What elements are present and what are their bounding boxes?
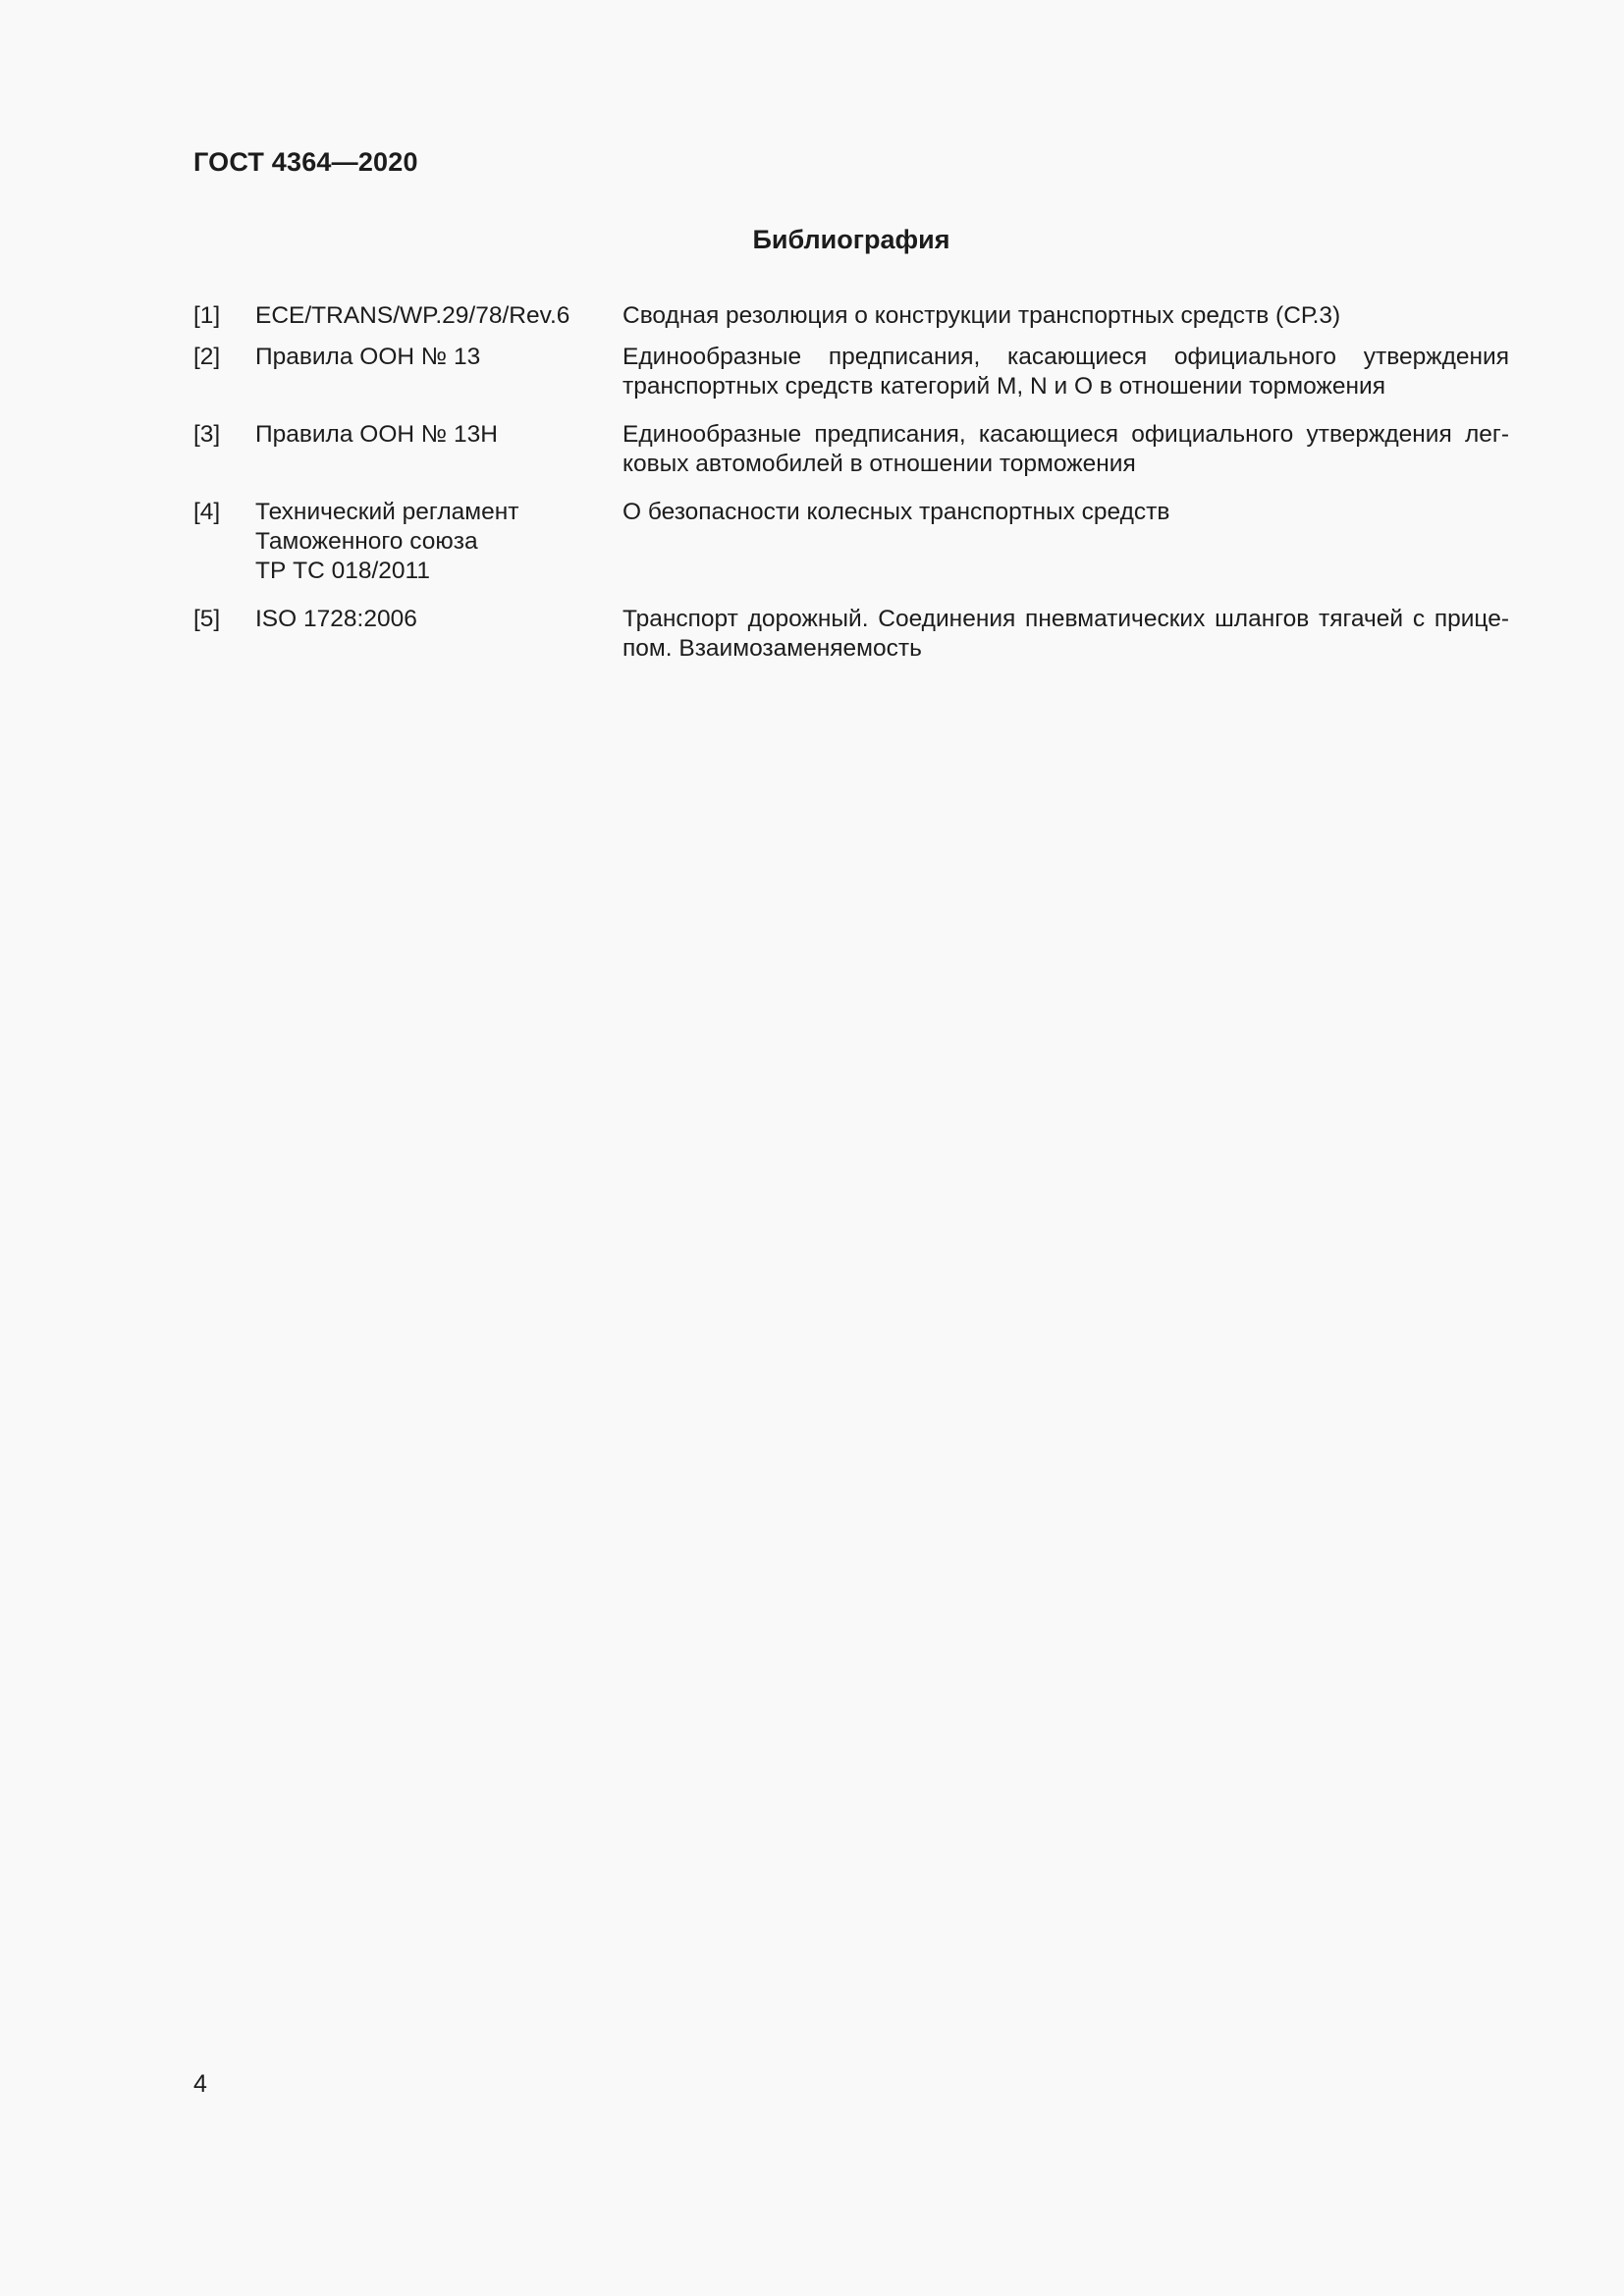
entry-source: ECE/TRANS/WP.29/78/Rev.6 — [255, 302, 570, 329]
entry-title: Единообразные предписания, касающиеся официального утверждения транспортных средств категорий M, N и O в отношении торможения — [623, 344, 1509, 400]
entry-title: Сводная резолюция о конструкции транспортных средств (СР.3) — [623, 302, 1341, 329]
bibliography-entry — [193, 498, 1509, 586]
bibliography-entry — [193, 343, 1509, 401]
entry-number: [2] — [193, 344, 221, 370]
entry-title: Транспорт дорожный. Соединения пневматических шлангов тягачей с прицепом. Взаимозаменяемость — [623, 606, 1509, 662]
document-code: ГОСТ 4364—2020 — [193, 147, 418, 177]
entry-number: [3] — [193, 421, 221, 448]
entry-title: Единообразные предписания, касающиеся официального утверждения легковых автомобилей в отношении торможения — [623, 421, 1509, 477]
bibliography-entry — [193, 301, 1509, 331]
entry-number: [5] — [193, 606, 221, 632]
bibliography-list — [193, 301, 1509, 664]
entry-source: Правила ООН № 13H — [255, 421, 498, 448]
page-number: 4 — [193, 2070, 207, 2098]
entry-source: ISO 1728:2006 — [255, 606, 417, 632]
entry-number: [4] — [193, 499, 221, 525]
entry-title: О безопасности колесных транспортных средств — [623, 499, 1170, 525]
entry-source: Правила ООН № 13 — [255, 344, 481, 370]
bibliography-entry — [193, 605, 1509, 664]
entry-number: [1] — [193, 302, 221, 329]
entry-source: Технический регламент Таможенного союза ТР ТС 018/2011 — [255, 499, 519, 584]
section-title: Библиография — [752, 225, 950, 254]
bibliography-entry — [193, 420, 1509, 479]
